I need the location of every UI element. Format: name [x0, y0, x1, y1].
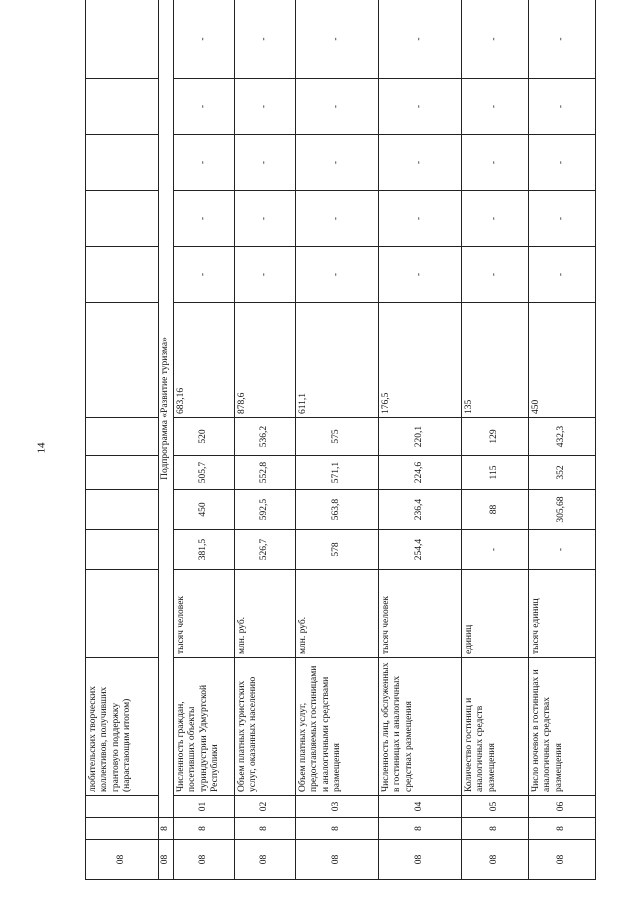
value-cell: 88: [462, 490, 529, 530]
value-cell: [86, 530, 159, 570]
column-c-cell: [86, 796, 159, 818]
value-cell: 878,6: [235, 303, 296, 418]
table-row: [462, 0, 529, 880]
column-b-cell: 8: [379, 818, 462, 840]
column-b-cell: 8: [529, 818, 596, 840]
table-row: [86, 0, 159, 880]
value-cell: 536,2: [235, 418, 296, 456]
value-cell: -: [462, 247, 529, 303]
value-cell: [86, 303, 159, 418]
value-cell: -: [529, 135, 596, 191]
unit-cell: млн. руб.: [235, 570, 296, 658]
value-cell: 236,4: [379, 490, 462, 530]
value-cell: -: [379, 247, 462, 303]
value-cell: [86, 79, 159, 135]
value-cell: 520: [174, 418, 235, 456]
column-a-cell: 08: [379, 840, 462, 880]
row-number-cell: 06: [529, 796, 596, 818]
value-cell: 683,16: [174, 303, 235, 418]
indicator-cell: Количество гостиниц и аналогичных средств размещения: [462, 658, 529, 796]
column-a-cell: 08: [235, 840, 296, 880]
value-cell: 575: [296, 418, 379, 456]
unit-cell: тысяч человек: [174, 570, 235, 658]
indicators-table: [85, 0, 596, 880]
table-row: [235, 0, 296, 880]
value-cell: [86, 135, 159, 191]
indicator-cell: любительских творческих коллективов, получивших грантовую поддержку (нарастающим итогом): [86, 658, 159, 796]
value-cell: -: [379, 135, 462, 191]
value-cell: 220,1: [379, 418, 462, 456]
value-cell: 115: [462, 456, 529, 490]
value-cell: -: [462, 79, 529, 135]
value-cell: -: [462, 135, 529, 191]
value-cell: [86, 0, 159, 79]
value-cell: 176,5: [379, 303, 462, 418]
column-b-cell: [86, 818, 159, 840]
value-cell: -: [462, 191, 529, 247]
value-cell: -: [529, 0, 596, 79]
value-cell: -: [235, 0, 296, 79]
value-cell: -: [174, 135, 235, 191]
value-cell: 135: [462, 303, 529, 418]
value-cell: [86, 418, 159, 456]
column-b-cell: 8: [159, 818, 174, 840]
indicator-cell: Объем платных туристских услуг, оказанных населению: [235, 658, 296, 796]
unit-cell: тысяч единиц: [529, 570, 596, 658]
value-cell: 450: [174, 490, 235, 530]
rotated-table-container: [85, 0, 567, 880]
value-cell: -: [296, 135, 379, 191]
value-cell: [86, 247, 159, 303]
value-cell: 381,5: [174, 530, 235, 570]
value-cell: -: [529, 191, 596, 247]
value-cell: -: [529, 79, 596, 135]
value-cell: -: [529, 247, 596, 303]
value-cell: [86, 191, 159, 247]
row-number-cell: 01: [174, 796, 235, 818]
value-cell: 432,3: [529, 418, 596, 456]
value-cell: 450: [529, 303, 596, 418]
indicator-cell: Объем платных услуг, предоставляемых гостиницами и аналогичными средствами размещения: [296, 658, 379, 796]
value-cell: 592,5: [235, 490, 296, 530]
unit-cell: тысяч человек: [379, 570, 462, 658]
subprogram-title: Подпрограмма «Развитие туризма»: [159, 0, 174, 818]
value-cell: 578: [296, 530, 379, 570]
value-cell: [86, 490, 159, 530]
row-number-cell: 05: [462, 796, 529, 818]
value-cell: 611,1: [296, 303, 379, 418]
indicator-cell: Численность граждан, посетивших объекты туриндустрии Удмуртской Республики: [174, 658, 235, 796]
value-cell: -: [379, 0, 462, 79]
value-cell: -: [235, 191, 296, 247]
table-row: [379, 0, 462, 880]
unit-cell: единиц: [462, 570, 529, 658]
value-cell: -: [235, 79, 296, 135]
column-a-cell: 08: [462, 840, 529, 880]
row-number-cell: 03: [296, 796, 379, 818]
value-cell: -: [296, 247, 379, 303]
value-cell: -: [235, 247, 296, 303]
column-a-cell: 08: [296, 840, 379, 880]
value-cell: 129: [462, 418, 529, 456]
column-a-cell: 08: [86, 840, 159, 880]
value-cell: -: [379, 191, 462, 247]
page-number: 14: [35, 442, 48, 454]
value-cell: -: [296, 79, 379, 135]
subprogram-row: [159, 0, 174, 880]
value-cell: -: [174, 191, 235, 247]
unit-cell: [86, 570, 159, 658]
unit-cell: млн. руб.: [296, 570, 379, 658]
value-cell: 254,4: [379, 530, 462, 570]
column-a-cell: 08: [174, 840, 235, 880]
value-cell: -: [462, 530, 529, 570]
value-cell: 224,6: [379, 456, 462, 490]
table-row: [296, 0, 379, 880]
indicator-cell: Число ночевок в гостиницах и аналогичных средствах размещения: [529, 658, 596, 796]
value-cell: 526,7: [235, 530, 296, 570]
value-cell: 552,8: [235, 456, 296, 490]
value-cell: 505,7: [174, 456, 235, 490]
column-b-cell: 8: [462, 818, 529, 840]
value-cell: -: [529, 530, 596, 570]
table-row: [174, 0, 235, 880]
value-cell: [86, 456, 159, 490]
value-cell: -: [174, 0, 235, 79]
table-row: [529, 0, 596, 880]
value-cell: 305,68: [529, 490, 596, 530]
indicator-cell: Численность лиц, обслуженных в гостиницах и аналогичных средствах размещения: [379, 658, 462, 796]
column-a-cell: 08: [529, 840, 596, 880]
value-cell: 352: [529, 456, 596, 490]
value-cell: 571,1: [296, 456, 379, 490]
value-cell: -: [174, 79, 235, 135]
value-cell: -: [296, 0, 379, 79]
value-cell: -: [296, 191, 379, 247]
column-a-cell: 08: [159, 840, 174, 880]
value-cell: 563,8: [296, 490, 379, 530]
value-cell: -: [174, 247, 235, 303]
value-cell: -: [462, 0, 529, 79]
column-b-cell: 8: [235, 818, 296, 840]
row-number-cell: 02: [235, 796, 296, 818]
column-b-cell: 8: [174, 818, 235, 840]
column-b-cell: 8: [296, 818, 379, 840]
value-cell: -: [379, 79, 462, 135]
value-cell: -: [235, 135, 296, 191]
row-number-cell: 04: [379, 796, 462, 818]
